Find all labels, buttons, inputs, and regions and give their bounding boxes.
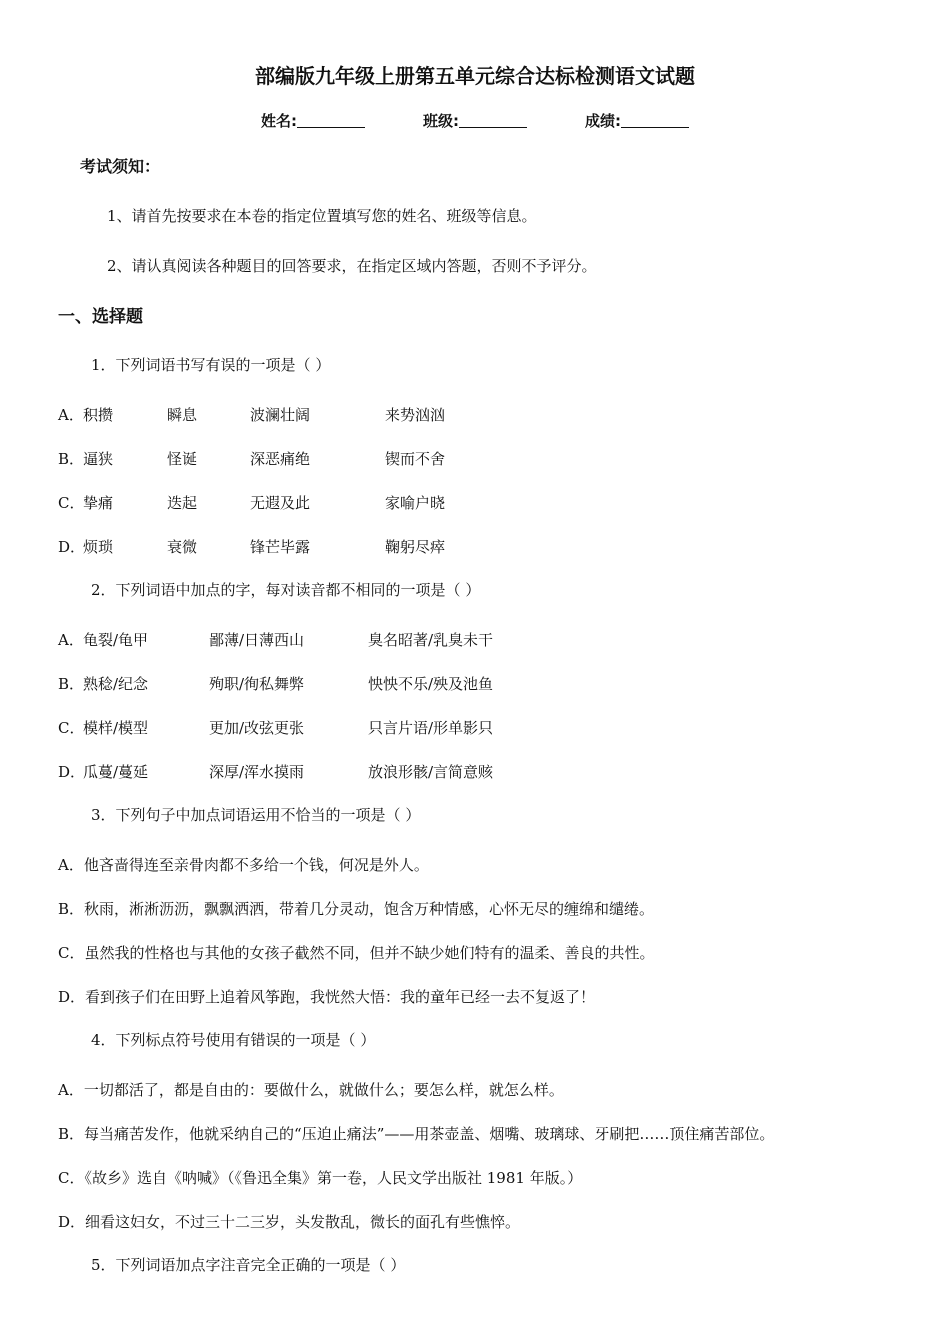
exam-title: 部编版九年级上册第五单元综合达标检测语文试题 (255, 64, 695, 88)
student-info-row (0, 110, 950, 131)
question-5-stem: 5．下列词语加点字注音完全正确的一项是（ ） (91, 1256, 406, 1274)
notice-heading: 考试须知： (80, 157, 161, 176)
q4-option-a[interactable]: A．一切都活了，都是自由的：要做什么，就做什么；要怎么样，就怎么样。 (58, 1081, 564, 1099)
score-blank[interactable] (621, 112, 689, 128)
q4-option-d[interactable]: D．细看这妇女，不过三十二三岁，头发散乱，微长的面孔有些憔悴。 (58, 1213, 521, 1231)
exam-page: 部编版九年级上册第五单元综合达标检测语文试题 姓名: 班级: 成绩: 考试须知： 1、请首先按要求在本卷的指定位置填写您的姓名、班级等信息。 2、请认真阅读各种题目的回答要求，在指定区域内答题，否则不予评分。 一、选择题 1．下列词语书写有误的一项是（ ） A． 积攒 瞬息 波澜壮阔 来势汹汹 B． 逼狭 怪诞 深恶痛绝 锲而不舍 C． 挚痛 迭起 无遐及此 家喻户晓 D． 烦琐 衰微 锋芒毕露 鞠躬尽瘁 2．下列词语中加点的字，每对读音都不相同的一项是（ ） A． 龟裂/龟甲 鄙薄/日薄西山 臭名昭著/乳臭未干 B． 熟稔/纪念 殉职/徇私舞弊 怏怏不乐/殃及池鱼 C． 模样/模型 更加/改弦更张 只言片语/形单影只 D． 瓜蔓/蔓延 深厚/浑水摸雨 放浪形骸/言简意赅 3．下列句子中加点词语运用不恰当的一项是（ ） A．他吝啬得连至亲骨肉都不多给一个钱，何况是外人。 B．秋雨，淅淅沥沥，飘飘洒洒，带着几分灵动，饱含万种情感，心怀无尽的缠绵和缱绻。 C．虽然我的性格也与其他的女孩子截然不同，但并不缺少她们特有的温柔、善良的共性。 D．看到孩子们在田野上追着风筝跑，我恍然大悟：我的童年已经一去不复返了！ 4．下列标点符号使用有错误的一项是（ ） A．一切都活了，都是自由的：要做什么，就做什么；要怎么样，就怎么样。 B．每当痛苦发作，他就采纳自己的“压迫止痛法”——用茶壶盖、烟嘴、玻璃球、牙刷把……顶住痛苦部位。 C．《故乡》选自《呐喊》（《鲁迅全集》第一卷，人民文学出版社 1981 年版。） D．细看这妇女，不过三十二三岁，头发散乱，微长的面孔有些憔悴。 5．下列词语加点字注音完全正确的一项是（ ） (0, 0, 950, 1344)
q3-option-d[interactable]: D．看到孩子们在田野上追着风筝跑，我恍然大悟：我的童年已经一去不复返了！ (58, 988, 596, 1006)
question-4-stem: 4．下列标点符号使用有错误的一项是（ ） (91, 1031, 376, 1049)
notice-item: 2、请认真阅读各种题目的回答要求，在指定区域内答题，否则不予评分。 (107, 257, 597, 275)
question-3-stem: 3．下列句子中加点词语运用不恰当的一项是（ ） (91, 806, 421, 824)
class-field[interactable]: 班级: (423, 110, 527, 131)
score-field[interactable]: 成绩: (585, 110, 689, 131)
section-heading-choice: 一、选择题 (58, 307, 143, 327)
q3-option-a[interactable]: A．他吝啬得连至亲骨肉都不多给一个钱，何况是外人。 (58, 856, 429, 874)
q3-option-c[interactable]: C．虽然我的性格也与其他的女孩子截然不同，但并不缺少她们特有的温柔、善良的共性。 (58, 944, 655, 962)
name-field[interactable]: 姓名: (261, 110, 365, 131)
q4-option-b[interactable]: B．每当痛苦发作，他就采纳自己的“压迫止痛法”——用茶壶盖、烟嘴、玻璃球、牙刷把……顶住痛苦部位。 (58, 1125, 775, 1143)
question-2-stem: 2．下列词语中加点的字，每对读音都不相同的一项是（ ） (91, 581, 481, 599)
q3-option-b[interactable]: B．秋雨，淅淅沥沥，飘飘洒洒，带着几分灵动，饱含万种情感，心怀无尽的缠绵和缱绻。 (58, 900, 655, 918)
q4-option-c[interactable]: C．《故乡》选自《呐喊》（《鲁迅全集》第一卷，人民文学出版社 1981 年版。） (58, 1169, 583, 1187)
notice-item: 1、请首先按要求在本卷的指定位置填写您的姓名、班级等信息。 (107, 207, 537, 225)
name-blank[interactable] (297, 112, 365, 128)
class-blank[interactable] (459, 112, 527, 128)
question-1-stem: 1．下列词语书写有误的一项是（ ） (91, 356, 331, 374)
